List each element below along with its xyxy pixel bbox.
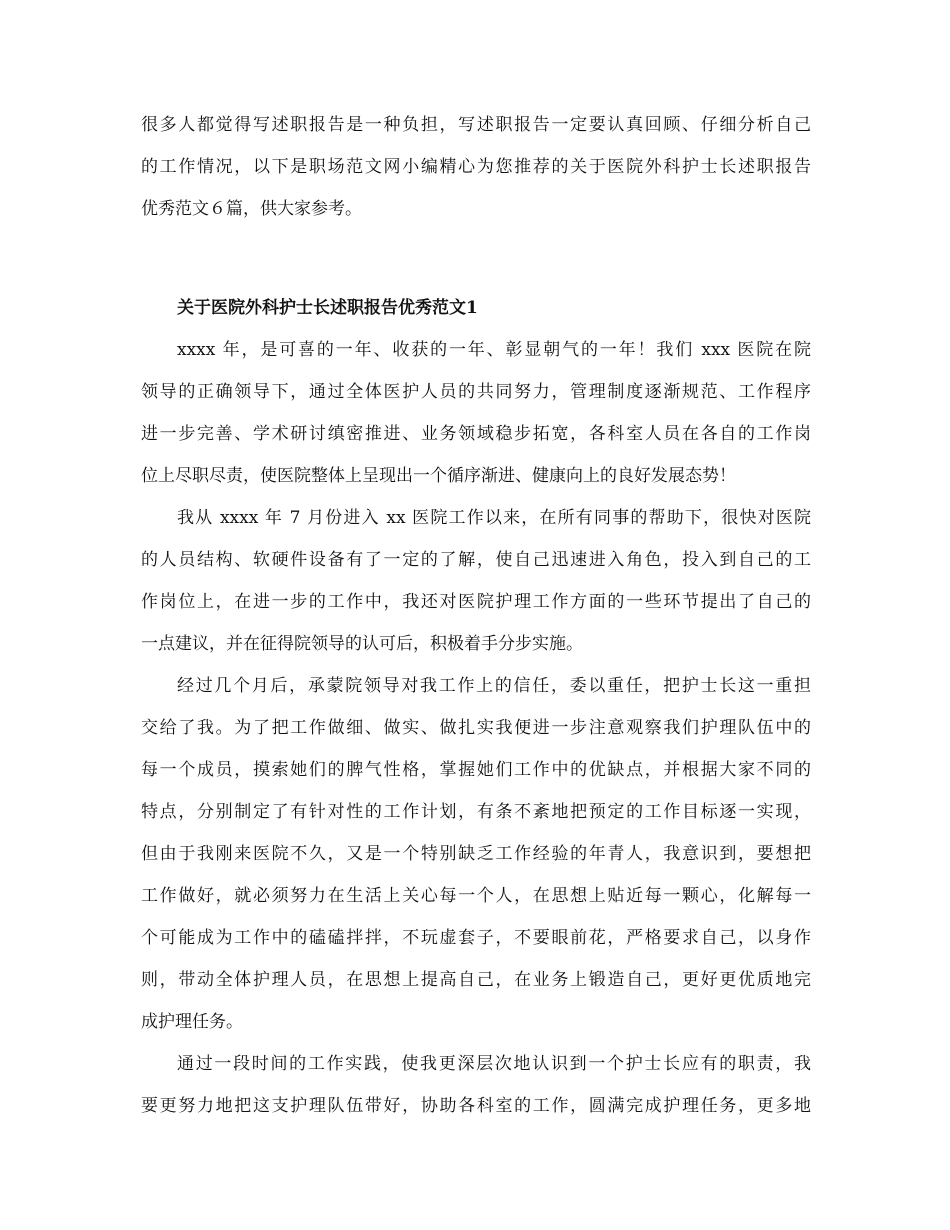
- text-line: 优秀范文６篇，供大家参考。: [141, 199, 362, 219]
- text-line: 的人员结构、软硬件设备有了一定的了解，使自己迅速进入角色，投入到自己的工: [141, 550, 811, 570]
- text-line: 经过几个月后，承蒙院领导对我工作上的信任，委以重任，把护士长这一重担: [177, 676, 811, 696]
- text-line: 的工作情况，以下是职场范文网小编精心为您推荐的关于医院外科护士长述职报告: [141, 157, 811, 177]
- text-line: 个可能成为工作中的磕磕拌拌，不玩虚套子，不要眼前花，严格要求自己，以身作: [141, 928, 811, 948]
- text-line: 位上尽职尽责，使医院整体上呈现出一个循序渐进、健康向上的良好发展态势！: [141, 466, 736, 486]
- text-line: 但由于我刚来医院不久，又是一个特别缺乏工作经验的年青人，我意识到，要想把: [141, 844, 811, 864]
- text-line: xxxx 年，是可喜的一年、收获的一年、彰显朝气的一年！我们 xxx 医院在院: [177, 340, 811, 360]
- text-line: 很多人都觉得写述职报告是一种负担，写述职报告一定要认真回顾、仔细分析自己: [141, 115, 811, 135]
- paragraph-1: [141, 336, 811, 490]
- text-line: 要更努力地把这支护理队伍带好，协助各科室的工作，圆满完成护理任务，更多地: [141, 1096, 811, 1116]
- text-line: 作岗位上，在进一步的工作中，我还对医院护理工作方面的一些环节提出了自己的: [141, 592, 811, 612]
- paragraph-spacer: [141, 237, 811, 294]
- section-heading: 关于医院外科护士长述职报告优秀范文1: [177, 298, 478, 318]
- paragraph-3: [141, 672, 811, 1036]
- text-line: 一点建议，并在征得院领导的认可后，积极着手分步实施。: [141, 634, 583, 654]
- text-line: 则，带动全体护理人员，在思想上提高自己，在业务上锻造自己，更好更优质地完: [141, 970, 811, 990]
- document-body: [141, 111, 811, 1134]
- text-line: 每一个成员，摸索她们的脾气性格，掌握她们工作中的优缺点，并根据大家不同的: [141, 760, 811, 780]
- text-line: 领导的正确领导下，通过全体医护人员的共同努力，管理制度逐渐规范、工作程序: [141, 382, 811, 402]
- paragraph-2: [141, 504, 811, 658]
- text-line: 交给了我。为了把工作做细、做实、做扎实我便进一步注意观察我们护理队伍中的: [141, 718, 811, 738]
- text-line: 我从 xxxx 年 7 月份进入 xx 医院工作以来，在所有同事的帮助下，很快对医院: [177, 508, 811, 528]
- text-line: 通过一段时间的工作实践，使我更深层次地认识到一个护士长应有的职责，我: [177, 1054, 811, 1074]
- text-line: 工作做好，就必须努力在生活上关心每一个人，在思想上贴近每一颗心，化解每一: [141, 886, 811, 906]
- text-line: 进一步完善、学术研讨缜密推进、业务领域稳步拓宽，各科室人员在各自的工作岗: [141, 424, 811, 444]
- paragraph-4: [141, 1050, 811, 1120]
- text-line: 成护理任务。: [141, 1012, 243, 1032]
- intro-paragraph: [141, 111, 811, 223]
- text-line: 特点，分别制定了有针对性的工作计划，有条不紊地把预定的工作目标逐一实现，: [141, 802, 811, 822]
